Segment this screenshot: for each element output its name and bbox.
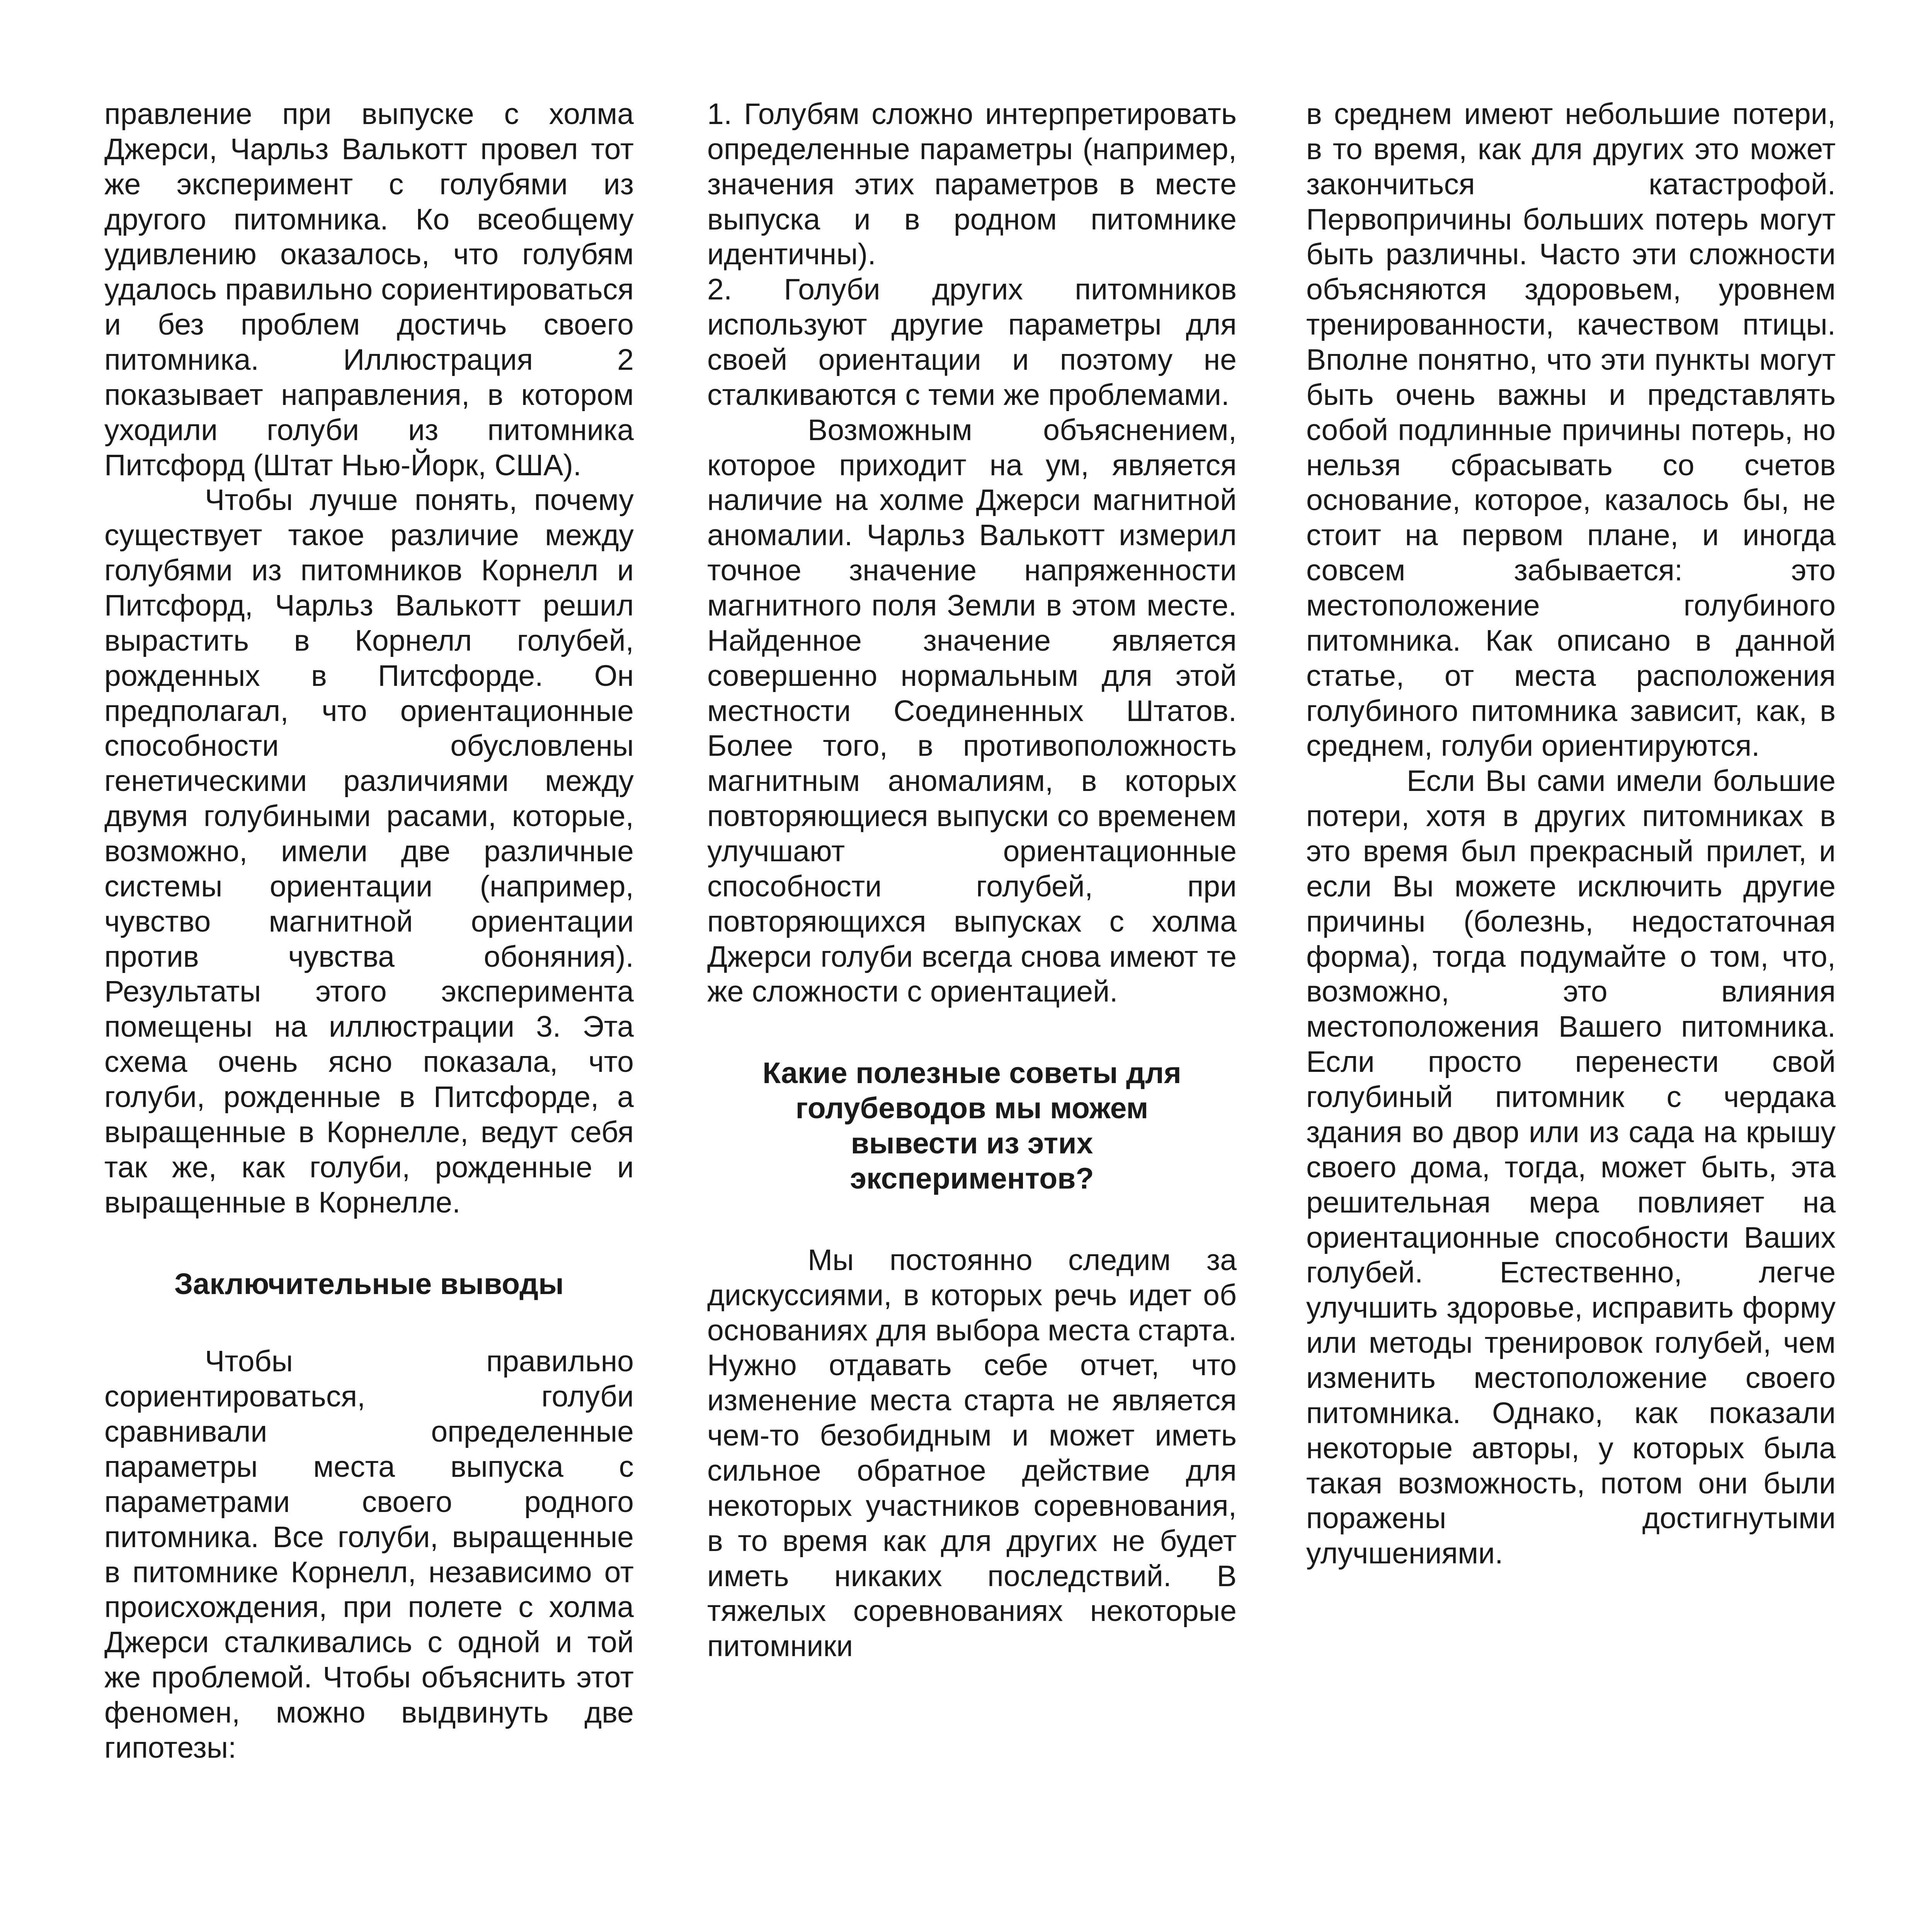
col1-paragraph-1: правление при выпуске с холма Джерси, Чарльз Валькотт провел тот же эксперимент с голубями из другого питомника. Ко всеобщему удивлению оказалось, что голубям удалось правильно сориентироваться и без проблем достичь своего питомника. Иллюстрация 2 показывает направления, в котором уходили голуби из питомника Питсфорд (Штат Нью-Йорк, США).: [104, 97, 634, 482]
col3-paragraph-2: Если Вы сами имели большие потери, хотя в других питомниках в это время был прекрасный прилет, и если Вы можете исключить другие причины (болезнь, недостаточная форма), тогда подумайте о том, что, возможно, это влияния местоположения Вашего питомника. Если просто перенести свой голубиный питомник с чердака здания во двор или из сада на крышу своего дома, тогда, может быть, эта решительная мера повлияет на ориентационные способности Ваших голубей. Естественно, легче улучшить здоровье, исправить форму или методы тренировок голубей, чем изменить местоположение своего питомника. Однако, как показали некоторые авторы, у которых была такая возможность, потом они были поражены достигнутыми улучшениями.: [1306, 764, 1836, 1570]
col2-paragraph-1: 1. Голубям сложно интерпретировать определенные параметры (например, значения этих параметров в месте выпуска и в родном питомнике идентичны).: [707, 97, 1237, 271]
col2-paragraph-4: Мы постоянно следим за дискуссиями, в которых речь идет об основаниях для выбора места старта. Нужно отдавать себе отчет, что изменение места старта не является чем-то безобидным и может иметь сильное обратное действие для некоторых участников соревнования, в то время как для других не будет иметь никаких последствий. В тяжелых соревнованиях некоторые питомники: [707, 1243, 1237, 1663]
col1-paragraph-2: Чтобы лучше понять, почему существует такое различие между голубями из питомников Корнелл и Питсфорд, Чарльз Валькотт решил вырастить в Корнелл голубей, рожденных в Питсфорде. Он предполагал, что ориентационные способности обусловлены генетическими различиями между двумя голубиными расами, которые, возможно, имели две различные системы ориентации (например, чувство магнитной ориентации против чувства обоняния). Результаты этого эксперимента помещены на иллюстрации 3. Эта схема очень ясно показала, что голуби, рожденные в Питсфорде, а выращенные в Корнелле, ведут себя так же, как голуби, рожденные и выращенные в Корнелле.: [104, 483, 634, 1219]
col2-heading-tips: Какие полезные советы для голубеводов мы можем вывести из этих экспериментов?: [762, 1056, 1181, 1195]
column-2: [707, 97, 1237, 1664]
col1-heading-conclusions: Заключительные выводы: [174, 1267, 564, 1301]
col2-paragraph-3: Возможным объяснением, которое приходит на ум, является наличие на холме Джерси магнитной аномалии. Чарльз Валькотт измерил точное значение напряженности магнитного поля Земли в этом месте. Найденное значение является совершенно нормальным для этой местности Соединенных Штатов. Более того, в противоположность магнитным аномалиям, в которых повторяющиеся выпуски со временем улучшают ориентационные способности голубей, при повторяющихся выпусках с холма Джерси голуби всегда снова имеют те же сложности с ориентацией.: [707, 413, 1237, 1009]
col1-paragraph-3: Чтобы правильно сориентироваться, голуби сравнивали определенные параметры места выпуска с параметрами своего родного питомника. Все голуби, выращенные в питомнике Корнелл, независимо от происхождения, при полете с холма Джерси сталкивались с одной и той же проблемой. Чтобы объяснить этот феномен, можно выдвинуть две гипотезы:: [104, 1345, 634, 1764]
column-3: [1306, 97, 1836, 1571]
col2-paragraph-2: 2. Голуби других питомников используют другие параметры для своей ориентации и поэтому не сталкиваются с теми же проблемами.: [707, 273, 1237, 412]
col3-paragraph-1: в среднем имеют небольшие потери, в то время, как для других это может закончиться катастрофой. Первопричины больших потерь могут быть различны. Часто эти сложности объясняются здоровьем, уровнем тренированности, качеством птицы. Вполне понятно, что эти пункты могут быть очень важны и представлять собой подлинные причины потерь, но нельзя сбрасывать со счетов основание, которое, казалось бы, не стоит на первом плане, и иногда совсем забывается: это местоположение голубиного питомника. Как описано в данной статье, от места расположения голубиного питомника зависит, как, в среднем, голуби ориентируются.: [1306, 97, 1836, 763]
column-1: [104, 97, 634, 1765]
